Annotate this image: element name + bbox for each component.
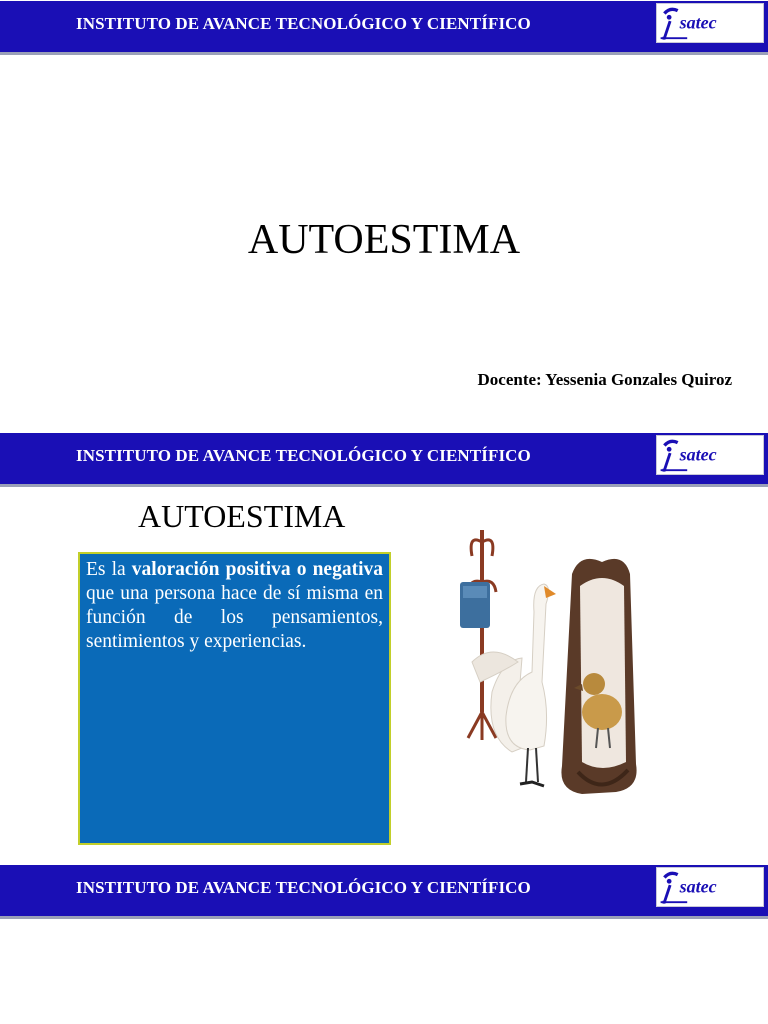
isatec-logo: [656, 867, 764, 907]
definition-emphasis: valoración positiva o negativa: [131, 559, 383, 580]
docente-label: Docente: Yessenia Gonzales Quiroz: [477, 370, 732, 389]
slide-3: [0, 864, 768, 1024]
header-banner: [0, 865, 768, 919]
slide-1: [0, 0, 768, 432]
mirror-icon: [561, 559, 636, 794]
slide-title: AUTOESTIMA: [138, 498, 346, 534]
logo-text: satec: [679, 12, 717, 33]
isatec-logo: [656, 3, 764, 43]
logo-text: satec: [679, 876, 717, 897]
institute-title: INSTITUTO DE AVANCE TECNOLÓGICO Y CIENTÍFICO: [76, 878, 531, 897]
slide-title: AUTOESTIMA: [247, 217, 521, 263]
header-banner: [0, 1, 768, 55]
slide-2: [0, 432, 768, 864]
institute-title: INSTITUTO DE AVANCE TECNOLÓGICO Y CIENTÍFICO: [76, 446, 531, 465]
institute-title: INSTITUTO DE AVANCE TECNOLÓGICO Y CIENTÍFICO: [76, 14, 531, 33]
definition-prefix: Es la: [86, 559, 132, 580]
logo-text: satec: [679, 444, 717, 465]
swan-mirror-duckling-illustration: [432, 512, 656, 832]
isatec-logo: [656, 435, 764, 475]
definition-suffix: que una persona hace de sí misma en función de los pensamientos, sentimientos y experiencias.: [86, 583, 383, 652]
header-banner: [0, 433, 768, 487]
definition-box: [78, 552, 391, 845]
